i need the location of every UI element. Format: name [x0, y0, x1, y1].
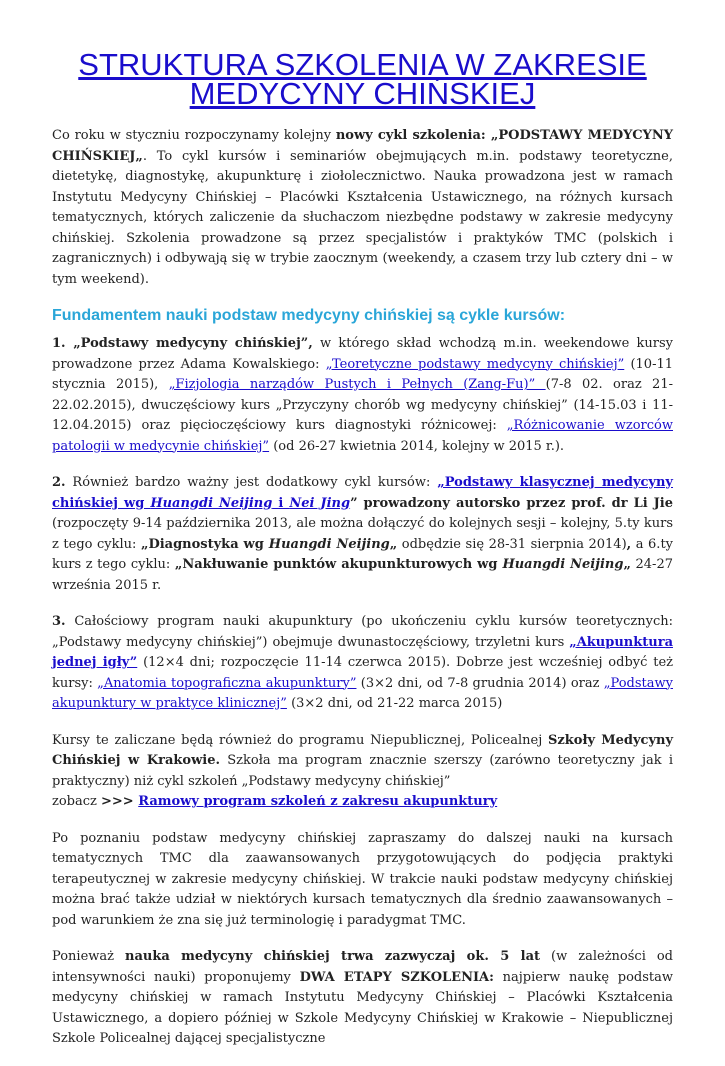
bold-text: „Diagnostyka wg — [140, 536, 269, 552]
text: . To cykl kursów i seminariów obejmujących m.in. podstawy teoretyczne, dietetykę, diagnostykę, akupunkturę i ziołolecznictwo. Nauka prowadzona jest w ramach Instytutu Medycyny Chińskiej – Placówki Kształcenia Ustawicznego, na różnych kursach tematycznych, których zaliczenie da słuchaczom niezbędne podstawy w zakresie medycyny chińskiej. Szkolenia prowadzone są przez specjalistów i praktyków TMC (polskich i zagranicznych) i odbywają się w trybie zaocznym (weekendy, a czasem trzy lub cztery dni – w tym weekend). — [52, 148, 673, 287]
course-cycle-2-paragraph — [52, 473, 673, 596]
bold-text: Huangdi Neijing — [502, 557, 624, 572]
text: Co roku w styczniu rozpoczynamy kolejny — [52, 128, 336, 143]
text: najpierw naukę podstaw medycyny chińskiej w ramach Instytutu Medycyny Chińskiej – Placówki Kształcenia Ustawicznego, a dopiero później w Szkole Medycyny Chińskiej w Krakowie – Niepublicznej Szkole Policealnej dającej specjalistyczne — [52, 969, 673, 1046]
acupuncture-program-paragraph — [52, 612, 673, 715]
page-title: STRUKTURA SZKOLENIA W ZAKRESIE MEDYCYNY CHIŃSKIEJ — [78, 47, 647, 111]
link-fizjologia-zang-fu[interactable]: „Fizjologia narządów Pustych i Pełnych (Zang-Fu)” — [168, 377, 546, 392]
text: 24-27 września 2015 r. — [52, 557, 673, 593]
text: (rozpoczęty 9-14 października 2013, ale można dołączyć do kolejnych sesji – kolejny, 5.ty kurs z tego cyklu: — [52, 516, 673, 552]
bold-text: , — [626, 536, 632, 552]
text: Również bardzo ważny jest dodatkowy cykl kursów: — [65, 475, 438, 490]
bold-text: ” prowadzony autorsko przez prof. dr Li Jie — [350, 495, 674, 511]
text: a 6.ty kurs z tego cyklu: — [52, 536, 674, 572]
two-stages-paragraph — [52, 947, 673, 1050]
bold-text: 2. — [52, 475, 66, 490]
text: (od 26-27 kwietnia 2014, kolejny w 2015 r.). — [269, 438, 565, 454]
text: (3×2 dni, od 7-8 grudnia 2014) oraz — [356, 675, 604, 691]
bold-text: „ — [623, 557, 631, 572]
link-text: „Podstawy klasycznej medycyny chińskiej wg — [52, 475, 673, 511]
bold-text: DWA ETAPY SZKOLENIA: — [299, 969, 494, 985]
bold-text: 3. — [52, 614, 66, 629]
bold-text: „Nakłuwanie punktów akupunkturowych wg — [174, 557, 503, 572]
document-body — [52, 126, 673, 1066]
bold-text: nowy cykl szkolenia: „PODSTAWY MEDYCYNY CHIŃSKIEJ„ — [52, 128, 673, 164]
bold-text: Huangdi Neijing — [268, 536, 390, 552]
link-text: „Akupunktura jednej igły” — [52, 634, 673, 670]
text: (w zależności od intensywności nauki) proponujemy — [52, 949, 673, 985]
link-podstawy-akupunktury-praktyce[interactable]: „Podstawy akupunktury w praktyce klinicznej” — [52, 675, 673, 711]
bold-text: 1. „Podstawy medycyny chińskiej”, — [52, 336, 313, 351]
link-teoretyczne-podstawy[interactable]: „Teoretyczne podstawy medycyny chińskiej” — [325, 356, 625, 372]
link-text: Huangdi Neijing — [150, 495, 273, 511]
advanced-courses-paragraph: Po poznaniu podstaw medycyny chińskiej zapraszamy do dalszej nauki na kursach tematycznych TMC dla zaawansowanych przygotowujących do podjęcia praktyki terapeutycznej w zakresie medycyny chińskiej. W trakcie nauki podstaw medycyny chińskiej można brać także udział w niektórych kursach tematycznych dla średnio zaawansowanych – pod warunkiem że zna się już terminologię i paradygmat TMC. — [52, 830, 673, 928]
link-anatomia-topograficzna[interactable]: „Anatomia topograficzna akupunktury” — [97, 675, 357, 691]
link-roznicowanie-wzorcow[interactable]: „Różnicowanie wzorców patologii w medycynie chińskiej” — [52, 418, 673, 454]
text: Całościowy program nauki akupunktury (po ukończeniu cyklu kursów teoretycznych: „Podstawy medycyny chińskiej”) obejmuje dwunastoczęściowy, trzyletni kurs — [52, 614, 673, 650]
text: Szkoła ma program znacznie szerszy (zarówno teoretyczny jak i praktyczny) niż cykl szkoleń „Podstawy medycyny chińskiej” — [52, 753, 673, 789]
text: Kursy te zaliczane będą również do programu Niepublicznej, Policealnej — [52, 732, 549, 748]
section-heading: Fundamentem nauki podstaw medycyny chińskiej są cykle kursów: — [52, 307, 566, 324]
text: zobacz — [52, 794, 102, 809]
link-text: i — [272, 495, 290, 511]
intro-paragraph — [52, 126, 673, 290]
text: (10-11 stycznia 2015), — [52, 356, 674, 392]
text: (3×2 dni, od 21-22 marca 2015) — [286, 696, 503, 711]
text: odbędzie się 28-31 sierpnia 2014) — [397, 536, 627, 552]
text: w którego skład wchodzą m.in. weekendowe kursy prowadzone przez Adama Kowalskiego: — [52, 336, 674, 372]
school-paragraph — [52, 731, 673, 813]
course-cycle-1-paragraph — [52, 334, 673, 457]
link-ramowy-program[interactable] — [138, 794, 497, 809]
text: (12×4 dni; rozpoczęcie 11-14 czerwca 2015). Dobrze jest wcześniej odbyć też kursy: — [52, 655, 673, 691]
bold-text: Szkoły Medycyny Chińskiej w Krakowie. — [52, 732, 674, 768]
text: Ponieważ — [52, 949, 125, 964]
link-text: Ramowy program szkoleń z zakresu akupunktury — [138, 794, 498, 809]
text: (7-8 02. oraz 21-22.02.2015), dwuczęściowy kurs „Przyczyny chorób wg medycyny chińskiej” (14-15.03 i 11-12.04.2015) oraz pięcioczęściowy kurs diagnostyki różnicowej: — [52, 377, 673, 433]
bold-text: nauka medycyny chińskiej trwa zazwyczaj ok. 5 lat — [125, 949, 541, 964]
link-text: Nei Jing — [289, 495, 351, 511]
bold-text: >>> — [101, 794, 139, 809]
bold-text: „ — [389, 536, 398, 552]
